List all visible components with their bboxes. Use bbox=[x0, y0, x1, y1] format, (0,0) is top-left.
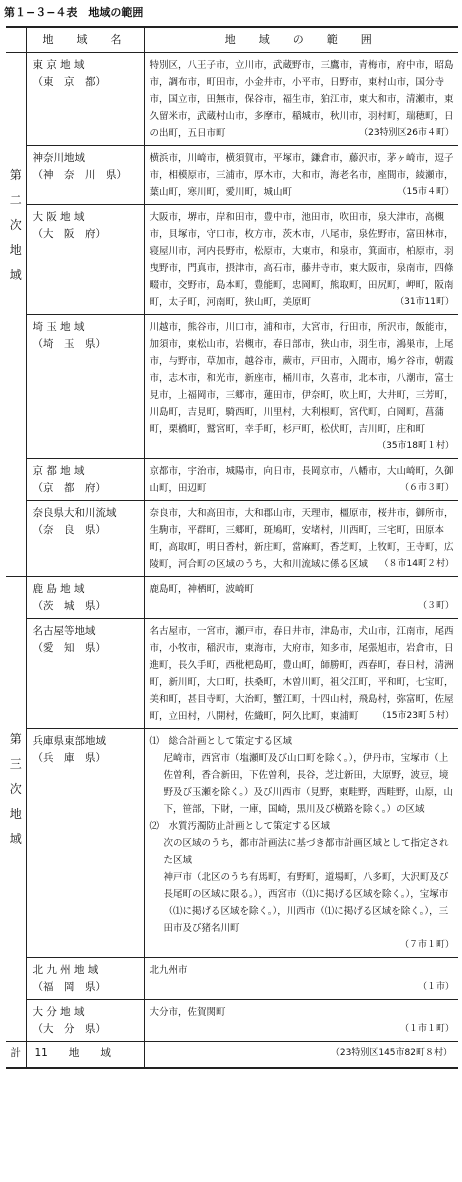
region-total: （15市４町） bbox=[397, 187, 454, 197]
table-row bbox=[6, 146, 458, 205]
region-name: 埼 玉 地 域 bbox=[32, 321, 85, 333]
region-range-cell bbox=[144, 577, 458, 619]
region-total: （23特別区26市４町） bbox=[359, 128, 454, 138]
region-prefecture: （埼 玉 県） bbox=[32, 338, 106, 350]
region-prefecture: （福 岡 県） bbox=[32, 981, 106, 993]
region-total: （１市１町） bbox=[399, 1024, 454, 1034]
region-name: 東 京 地 域 bbox=[32, 59, 85, 71]
region-total: （７市１町） bbox=[399, 940, 454, 950]
region-range-text: 奈良市，大和高田市，大和郡山市，天理市，橿原市，桜井市，御所市，生駒市，平群町，三郷町，斑鳩町，安堵村，川西町，三宅町，田原本町，高取町，明日香村，新庄町，當麻町，香芝町，上牧町，王寺町，広陵町，河合町の区域のうち，大和川流域に係る区域 bbox=[149, 508, 454, 570]
region-range-cell bbox=[144, 205, 458, 315]
region-name: 鹿 島 地 域 bbox=[32, 583, 85, 595]
total-range-count: （23特別区145市82町８村） bbox=[144, 1042, 458, 1069]
region-name-cell bbox=[26, 1000, 144, 1042]
group-label-third bbox=[6, 577, 26, 1042]
region-name-cell bbox=[26, 315, 144, 459]
table-row bbox=[6, 729, 458, 958]
header-range-cell: 地 域 の 範 囲 bbox=[144, 27, 458, 53]
plan-item-2-body: 神戸市（北区のうち有馬町，有野町，道場町，八多町，大沢町及び長尾町の区域に限る。），西宮市（⑴に掲げる区域を除く。），宝塚市（⑴に掲げる区域を除く。），川西市（⑴に掲げる区域を除く。），三田市及び猪名川町 bbox=[163, 872, 449, 934]
region-range-text: 大分市，佐賀関町 bbox=[149, 1007, 226, 1018]
total-region-count: 11 地 域 bbox=[26, 1042, 144, 1069]
table-row bbox=[6, 459, 458, 501]
region-range-cell bbox=[144, 146, 458, 205]
region-name: 京 都 地 域 bbox=[32, 465, 85, 477]
region-name-cell bbox=[26, 958, 144, 1000]
table-row bbox=[6, 501, 458, 577]
region-name: 大 分 地 域 bbox=[32, 1006, 85, 1018]
table-row bbox=[6, 958, 458, 1000]
region-prefecture: （兵 庫 県） bbox=[32, 752, 106, 764]
total-row bbox=[6, 1042, 458, 1069]
region-total: （15市23町５村） bbox=[377, 711, 454, 721]
region-total: （３町） bbox=[417, 601, 454, 611]
region-range-text: 名古屋市，一宮市，瀬戸市，春日井市，津島市，犬山市，江南市，尾西市，小牧市，稲沢市，東海市，大府市，知多市，尾張旭市，岩倉市，日進町，長久手町，西枇杷島町，豊山町，師勝町，西春町，春日村，清洲町，新川町，大口町，扶桑町，木曽川町，祖父江町，平和町，七宝町，美和町，甚目寺町，大治町，蟹江町，十四山村，飛島村，弥富町，佐屋町，立田村，八開村，佐織町，阿久比町，東浦町 bbox=[149, 626, 454, 722]
region-total: （31市11町） bbox=[395, 297, 454, 307]
region-range-text: 横浜市，川崎市，横須賀市，平塚市，鎌倉市，藤沢市，茅ヶ崎市，逗子市，相模原市，三浦市，厚木市，大和市，海老名市，座間市，綾瀬市，葉山町，寒川町，愛川町，城山町 bbox=[149, 153, 454, 198]
region-name-cell bbox=[26, 619, 144, 729]
header-name-cell: 地 域 名 bbox=[26, 27, 144, 53]
second-region-group bbox=[6, 53, 458, 577]
plan-item-1-heading: ⑴ 総合計画として策定する区域 bbox=[149, 736, 293, 747]
region-range-cell bbox=[144, 958, 458, 1000]
region-range-text: 京都市，宇治市，城陽市，向日市，長岡京市，八幡市，大山崎町，久御山町，田辺町 bbox=[149, 466, 454, 494]
region-prefecture: （大 分 県） bbox=[32, 1023, 106, 1035]
region-prefecture: （大 阪 府） bbox=[32, 228, 106, 240]
third-region-group bbox=[6, 577, 458, 1042]
group-label-second bbox=[6, 53, 26, 577]
region-name: 兵庫県東部地域 bbox=[32, 735, 106, 747]
region-name: 名古屋等地域 bbox=[32, 625, 96, 637]
table-title: 第１−３−４表 地域の範囲 bbox=[4, 6, 144, 19]
region-name-cell bbox=[26, 729, 144, 958]
region-prefecture: （茨 城 県） bbox=[32, 600, 106, 612]
region-name: 奈良県大和川流域 bbox=[32, 507, 117, 519]
table-row bbox=[6, 53, 458, 146]
header-group-cell bbox=[6, 27, 26, 53]
plan-item-1-body: 尼崎市，西宮市（塩瀬町及び山口町を除く。），伊丹市，宝塚市（上佐曽利，香合新田，下佐曽利，長谷，芝辻新田，大原野，波豆，境野及び玉瀬を除く。）及び川西市（見野，東畦野，西畦野，山原，山下，笹部，下財，一庫，国崎，黒川及び横路を除く。）の区域 bbox=[163, 753, 454, 815]
region-prefecture: （神 奈 川 県） bbox=[32, 169, 127, 181]
table-row bbox=[6, 577, 458, 619]
region-range-cell bbox=[144, 501, 458, 577]
region-range-text: 北九州市 bbox=[149, 965, 188, 976]
region-range-cell bbox=[144, 315, 458, 459]
table-row bbox=[6, 205, 458, 315]
group-label-text: 第 二 次 地 域 bbox=[9, 168, 22, 282]
region-range-text: 鹿島町，神栖町，波崎町 bbox=[149, 584, 255, 595]
region-name-cell bbox=[26, 53, 144, 146]
region-prefecture: （奈 良 県） bbox=[32, 524, 106, 536]
region-name: 北 九 州 地 域 bbox=[32, 964, 99, 976]
region-range-cell bbox=[144, 729, 458, 958]
total-label: 計 bbox=[6, 1042, 26, 1069]
region-range-cell bbox=[144, 53, 458, 146]
region-name: 大 阪 地 域 bbox=[32, 211, 85, 223]
region-prefecture: （京 都 府） bbox=[32, 482, 106, 494]
region-range-cell bbox=[144, 619, 458, 729]
region-range-table bbox=[6, 26, 458, 1069]
region-name-cell bbox=[26, 577, 144, 619]
region-total: （１市） bbox=[417, 982, 454, 992]
region-total: （35市18町１村） bbox=[377, 441, 454, 451]
region-prefecture: （東 京 都） bbox=[32, 76, 106, 88]
region-range-text: 大阪市，堺市，岸和田市，豊中市，池田市，吹田市，泉大津市，高槻市，貝塚市，守口市，枚方市，茨木市，八尾市，泉佐野市，富田林市，寝屋川市，河内長野市，松原市，大東市，和泉市，箕面市，柏原市，羽曳野市，門真市，摂津市，高石市，藤井寺市，東大阪市，泉南市，四條畷市，交野市，島本町，豊能町，忠岡町，熊取町，田尻町，岬町，阪南町，太子町，河南町，狭山町，美原町 bbox=[149, 212, 454, 308]
total-section bbox=[6, 1042, 458, 1069]
region-name: 神奈川地域 bbox=[32, 152, 85, 164]
region-total: （６市３町） bbox=[399, 483, 454, 493]
table-row bbox=[6, 315, 458, 459]
region-range-cell bbox=[144, 459, 458, 501]
region-name-cell bbox=[26, 459, 144, 501]
table-row bbox=[6, 1000, 458, 1042]
plan-item-2-heading: ⑵ 水質汚濁防止計画として策定する区域 bbox=[149, 821, 331, 832]
plan-item-2-intro: 次の区域のうち，都市計画法に基づき都市計画区域として指定された区域 bbox=[163, 838, 449, 866]
table-row bbox=[6, 619, 458, 729]
region-name-cell bbox=[26, 501, 144, 577]
region-range-text: 川越市，熊谷市，川口市，浦和市，大宮市，行田市，所沢市，飯能市，加須市，東松山市，岩槻市，春日部市，狭山市，羽生市，鴻巣市，上尾市，与野市，草加市，越谷市，蕨市，戸田市，入間市，鳩ケ谷市，朝霞市，志木市，和光市，新座市，桶川市，久喜市，北本市，八潮市，富士見市，上福岡市，三郷市，蓮田市，伊奈町，吹上町，大井町，三芳町，川島町，吉見町，騎西町，川里村，大利根町，宮代町，白岡町，菖蒲町，栗橋町，鷲宮町，幸手町，杉戸町，松伏町，吉川町，庄和町 bbox=[149, 322, 454, 435]
region-range-cell bbox=[144, 1000, 458, 1042]
table-header-row bbox=[6, 27, 458, 53]
region-range-text: 特別区，八王子市，立川市，武蔵野市，三鷹市，青梅市，府中市，昭島市，調布市，町田市，小金井市，小平市，日野市，東村山市，国分寺市，国立市，田無市，保谷市，福生市，狛江市，東大和市，清瀬市，東久留米市，武蔵村山市，多摩市，稲城市，秋川市，羽村町，瑞穂町，日の出町，五日市町 bbox=[149, 60, 454, 139]
region-name-cell bbox=[26, 146, 144, 205]
group-label-text: 第 三 次 地 域 bbox=[9, 732, 22, 846]
region-total: （８市14町２村） bbox=[379, 559, 454, 569]
region-prefecture: （愛 知 県） bbox=[32, 642, 106, 654]
region-name-cell bbox=[26, 205, 144, 315]
